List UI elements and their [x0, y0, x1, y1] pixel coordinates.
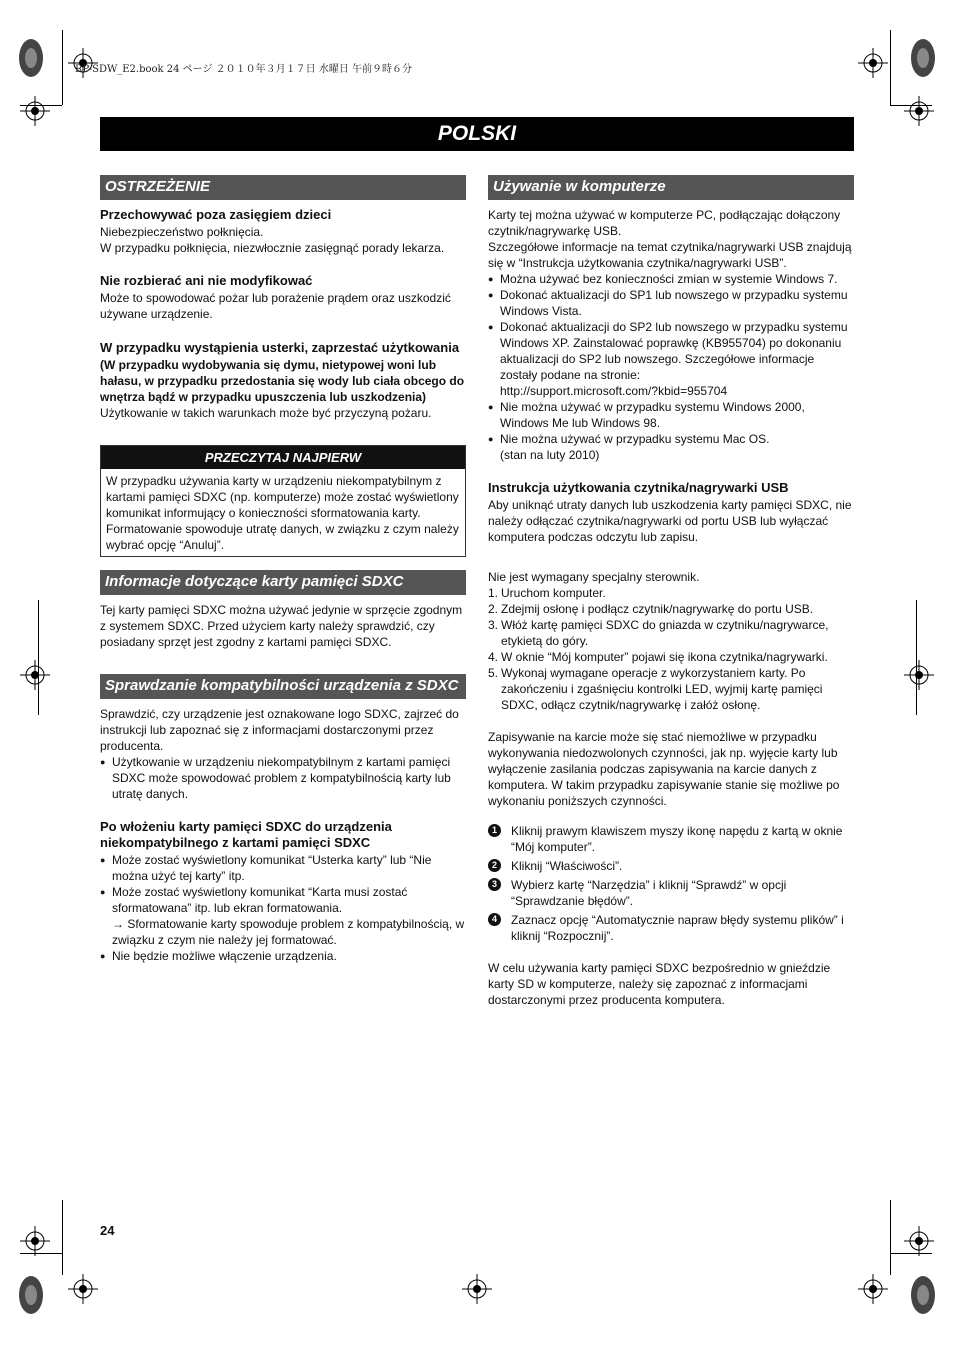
read-first-heading: PRZECZYTAJ NAJPIERW: [101, 446, 465, 469]
step-text: Kliknij “Właściwości”.: [511, 859, 623, 873]
step-text: W oknie “Mój komputer” pojawi się ikona czytnika/nagrywarki.: [501, 650, 828, 664]
step-text: Kliknij prawym klawiszem myszy ikonę napędu z kartą w oknie “Mój komputer”.: [511, 824, 843, 854]
warning-text: Może to spowodować pożar lub porażenie prądem oraz uszkodzić używane urządzenie.: [100, 291, 451, 321]
repair-step: [488, 858, 854, 874]
right-column: [488, 175, 854, 1008]
step-circle-icon: 3: [488, 878, 501, 891]
compat-text: Sprawdzić, czy urządzenie jest oznakowane logo SDXC, zajrzeć do instrukcji lub zapoznać się z informacjami dostarczonymi przez producenta.: [100, 707, 459, 753]
step-item: [488, 665, 854, 713]
print-header: RP-SDW_E2.book 24 ページ ２０１０年３月１７日 水曜日 午前９時６分: [75, 64, 412, 75]
color-wheel-icon: [910, 38, 936, 78]
registration-mark-icon: [904, 96, 934, 126]
warning-subtitle: (W przypadku wydobywania się dymu, nietypowej woni lub hałasu, w przypadku przedostania się wody lub ciała obcego do wnętrza bądź w przypadku upuszczenia lub uszkodzenia): [100, 358, 465, 404]
color-wheel-icon: [910, 1275, 936, 1315]
read-first-text: W przypadku używania karty w urządzeniu niekompatybilnym z kartami pamięci SDXC (np. komputerze) może zostać wyświetlony komunikat informujący o konieczności sformatowania karty. Formatowanie spowoduje utratę danych, w związku z czym należy wybrać opcję “Anuluj”.: [106, 474, 459, 552]
list-item: ● Nie można używać w przypadku systemu Windows 2000, Windows Me lub Windows 98.: [488, 399, 854, 431]
warning-title: Przechowywać poza zasięgiem dzieci: [100, 207, 332, 222]
read-first-box: [100, 445, 466, 557]
step-item: [488, 601, 854, 617]
step-item: [488, 617, 854, 649]
section-heading-warning: OSTRZEŻENIE: [100, 175, 466, 200]
usb-text: Aby uniknąć utraty danych lub uszkodzenia karty pamięci SDXC, nie należy odłączać czytnika/nagrywarki od portu USB lub wyłączać komputera podczas odczytu lub zapisu.: [488, 498, 852, 544]
step-number: 3.: [488, 618, 499, 632]
step-circle-icon: 2: [488, 859, 501, 872]
step-text: Wykonaj wymagane operacje z wykorzystaniem karty. Po zakończeniu i zgaśnięciu kontrolki LED, wyjmij kartę pamięci SDXC, odłącz czytnik/nagrywarkę i załóż osłonę.: [501, 666, 823, 712]
final-text: W celu używania karty pamięci SDXC bezpośrednio w gnieździe karty SD w komputerze, należy się zapoznać z informacjami dostarczonymi przez producenta komputera.: [488, 961, 831, 1007]
warning-text: Użytkowanie w takich warunkach może być przyczyną pożaru.: [100, 406, 432, 420]
step-text: Włóż kartę pamięci SDXC do gniazda w czytniku/nagrywarce, etykietą do góry.: [501, 618, 829, 648]
step-number: 1.: [488, 586, 499, 600]
section-heading-pc: Używanie w komputerze: [488, 175, 854, 200]
list-item: ● Może zostać wyświetlony komunikat “Usterka karty” lub “Nie można użyć tej karty” itp.: [100, 852, 466, 884]
repair-step: [488, 912, 854, 944]
step-text: Zaznacz opcję “Automatycznie napraw błędy systemu plików” i kliknij “Rozpocznij”.: [511, 913, 844, 943]
list-item: ● Nie można używać w przypadku systemu Mac OS. (stan na luty 2010): [488, 431, 854, 463]
info-text: Tej karty pamięci SDXC można używać jedynie w sprzęcie zgodnym z systemem SDXC. Przed użyciem karty należy sprawdzić, czy posiadany sprzęt jest zgodny z kartami pamięci SDXC.: [100, 603, 463, 649]
step-text: Zdejmij osłonę i podłącz czytnik/nagrywarkę do portu USB.: [501, 602, 814, 616]
repair-step: [488, 877, 854, 909]
warning-title: Nie rozbierać ani nie modyfikować: [100, 273, 313, 288]
registration-mark-icon: [20, 660, 50, 690]
step-text: Wybierz kartę “Narzędzia” i kliknij “Sprawdź” w opcji “Sprawdzanie błędów”.: [511, 878, 787, 908]
pc-text: Karty tej można używać w komputerze PC, podłączając dołączony czytnik/nagrywarkę USB.: [488, 208, 841, 238]
list-item: ● Użytkowanie w urządzeniu niekompatybilnym z kartami pamięci SDXC może spowodować problem z kompatybilnością karty lub utratę danych.: [100, 754, 466, 802]
step-number: 5.: [488, 666, 499, 680]
repair-step: [488, 823, 854, 855]
step-item: [488, 649, 854, 665]
step-number: 2.: [488, 602, 499, 616]
step-item: [488, 585, 854, 601]
registration-mark-icon: [858, 48, 888, 78]
warning-title: W przypadku wystąpienia usterki, zaprzestać użytkowania: [100, 340, 460, 355]
language-banner: POLSKI: [100, 117, 854, 151]
list-item: ● Dokonać aktualizacji do SP2 lub nowszego w przypadku systemu Windows XP. Zainstalować poprawkę (KB955704) po dokonaniu aktualizacji do SP2 lub nowszego. Szczegółowe informacje zostały podane na stronie: http://support.microsoft.com/?kbid=955704: [488, 319, 854, 399]
after-insert-title: Po włożeniu karty pamięci SDXC do urządzenia niekompatybilnego z kartami pamięci SDXC: [100, 819, 392, 850]
registration-mark-icon: [20, 1226, 50, 1256]
section-heading-compat: Sprawdzanie kompatybilności urządzenia z SDXC: [100, 674, 466, 699]
step-text: Uruchom komputer.: [501, 586, 606, 600]
step-number: 4.: [488, 650, 499, 664]
registration-mark-icon: [462, 1274, 492, 1304]
list-item: ● Można używać bez konieczności zmian w systemie Windows 7.: [488, 271, 854, 287]
registration-mark-icon: [904, 660, 934, 690]
color-wheel-icon: [18, 1275, 44, 1315]
pc-text: Szczegółowe informacje na temat czytnika/nagrywarki USB znajdują się w “Instrukcja użytkowania czytnika/nagrywarki USB”.: [488, 240, 852, 270]
registration-mark-icon: [858, 1274, 888, 1304]
section-heading-info: Informacje dotyczące karty pamięci SDXC: [100, 570, 466, 595]
usb-title: Instrukcja użytkowania czytnika/nagrywarki USB: [488, 480, 789, 495]
registration-mark-icon: [904, 1226, 934, 1256]
page-number: 24: [100, 1223, 115, 1238]
left-column: [100, 175, 466, 964]
step-circle-icon: 1: [488, 824, 501, 837]
warning-text: Niebezpieczeństwo połknięcia. W przypadku połknięcia, niezwłocznie zasięgnąć porady lekarza.: [100, 225, 445, 255]
list-item: ● Nie będzie możliwe włączenie urządzenia.: [100, 948, 466, 964]
registration-mark-icon: [20, 96, 50, 126]
write-text: Zapisywanie na karcie może się stać niemożliwe w przypadku wykonywania niedozwolonych czynności, jak np. wyjęcie karty lub wyłączenie zasilania podczas zapisywania na karcie danych z komputera. W takim przypadku zapisywanie stanie się możliwe po wykonaniu poniższych czynności.: [488, 730, 840, 808]
color-wheel-icon: [18, 38, 44, 78]
driver-text: Nie jest wymagany specjalny sterownik.: [488, 570, 700, 584]
step-circle-icon: 4: [488, 913, 501, 926]
list-item: ● Może zostać wyświetlony komunikat “Karta musi zostać sformatowana” itp. lub ekran formatowania. → Sformatowanie karty spowoduje problem z kompatybilnością, w związku z czym nie należy jej formatować.: [100, 884, 466, 948]
list-item: ● Dokonać aktualizacji do SP1 lub nowszego w przypadku systemu Windows Vista.: [488, 287, 854, 319]
registration-mark-icon: [68, 1274, 98, 1304]
